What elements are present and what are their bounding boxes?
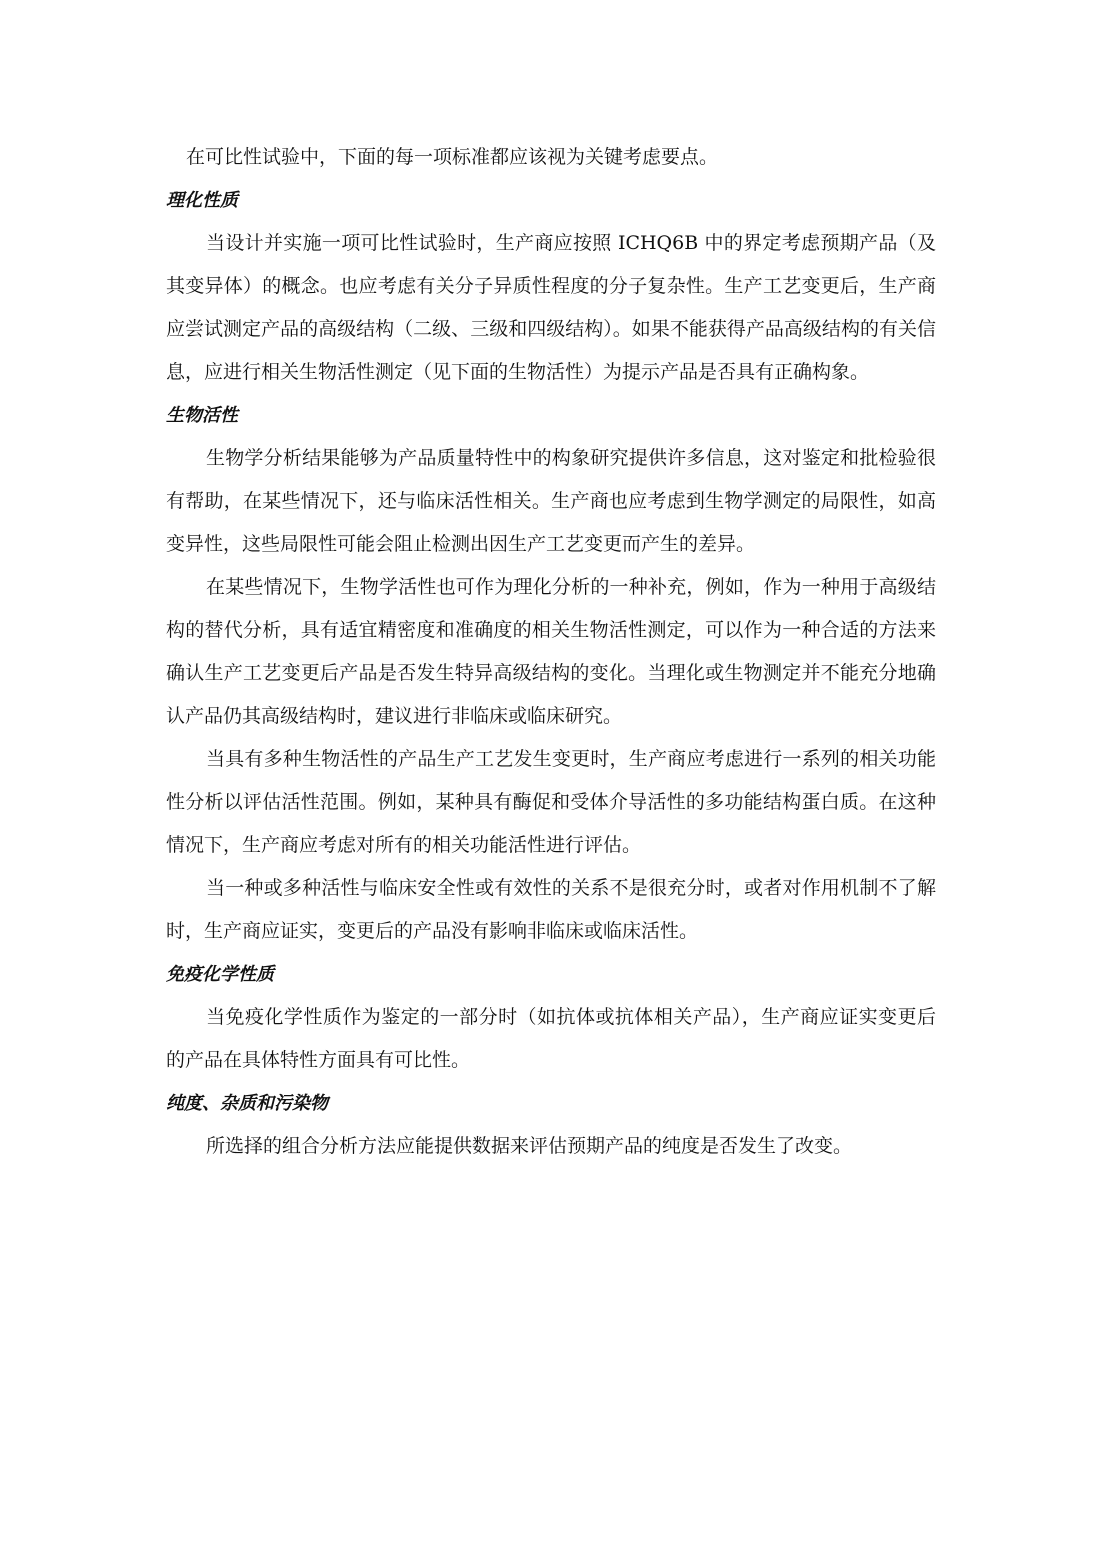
intro-paragraph: 在可比性试验中，下面的每一项标准都应该视为关键考虑要点。 xyxy=(186,146,719,168)
purity-paragraph-1: 所选择的组合分析方法应能提供数据来评估预期产品的纯度是否发生了改变。 xyxy=(206,1135,853,1157)
biological-activity-paragraph-4: 当一种或多种活性与临床安全性或有效性的关系不是很充分时，或者对作用机制不了解时，生产商应证实，变更后的产品没有影响非临床或临床活性。 xyxy=(166,877,936,942)
immunochemical-paragraph-1: 当免疫化学性质作为鉴定的一部分时（如抗体或抗体相关产品），生产商应证实变更后的产品在具体特性方面具有可比性。 xyxy=(166,1006,936,1071)
document-body xyxy=(166,136,936,1168)
section-heading-purity-impurities: 纯度、杂质和污染物 xyxy=(166,1093,328,1114)
biological-activity-paragraph-3: 当具有多种生物活性的产品生产工艺发生变更时，生产商应考虑进行一系列的相关功能性分析以评估活性范围。例如，某种具有酶促和受体介导活性的多功能结构蛋白质。在这种情况下，生产商应考虑对所有的相关功能活性进行评估。 xyxy=(166,748,936,856)
section-heading-biological-activity: 生物活性 xyxy=(166,405,238,426)
section-heading-immunochemical: 免疫化学性质 xyxy=(166,964,274,985)
section-heading-physicochemical: 理化性质 xyxy=(166,190,238,211)
biological-activity-paragraph-2: 在某些情况下，生物学活性也可作为理化分析的一种补充，例如，作为一种用于高级结构的替代分析，具有适宜精密度和准确度的相关生物活性测定，可以作为一种合适的方法来确认生产工艺变更后产品是否发生特异高级结构的变化。当理化或生物测定并不能充分地确认产品仍其高级结构时，建议进行非临床或临床研究。 xyxy=(166,576,936,727)
physicochemical-paragraph-1: 当设计并实施一项可比性试验时，生产商应按照 ICHQ6B 中的界定考虑预期产品（及其变异体）的概念。也应考虑有关分子异质性程度的分子复杂性。生产工艺变更后，生产商应尝试测定产品的高级结构（二级、三级和四级结构）。如果不能获得产品高级结构的有关信息，应进行相关生物活性测定（见下面的生物活性）为提示产品是否具有正确构象。 xyxy=(166,232,936,383)
biological-activity-paragraph-1: 生物学分析结果能够为产品质量特性中的构象研究提供许多信息，这对鉴定和批检验很有帮助，在某些情况下，还与临床活性相关。生产商也应考虑到生物学测定的局限性，如高变异性，这些局限性可能会阻止检测出因生产工艺变更而产生的差异。 xyxy=(166,447,936,555)
